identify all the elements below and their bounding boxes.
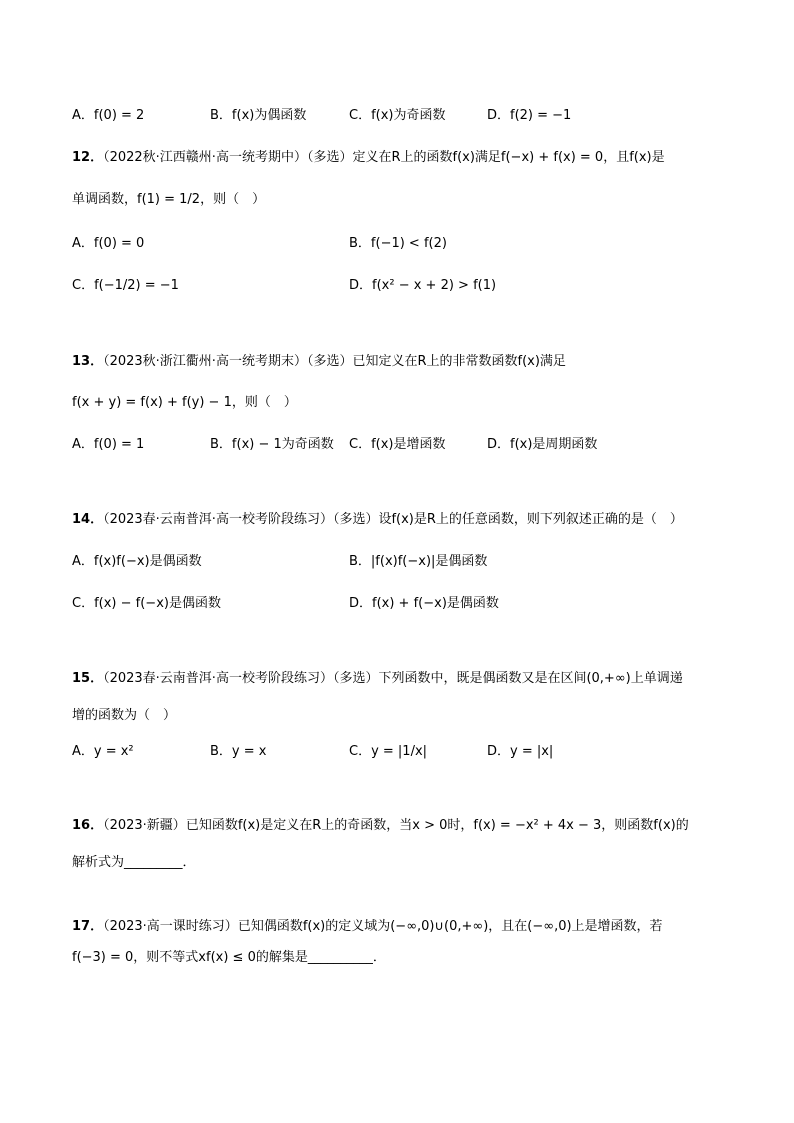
q16-stem-line1 bbox=[72, 816, 689, 836]
q12-option-d: D．f(x² − x + 2) > f(1) bbox=[349, 278, 497, 293]
q17-stem: 已知偶函数f(x)的定义域为(−∞,0)∪(0,+∞)，且在(−∞,0)上是增函数，若 bbox=[237, 919, 663, 934]
q14-stem: 设f(x)是R上的任意函数，则下列叙述正确的是（ ） bbox=[378, 512, 683, 527]
q15-option-b: B．y = x bbox=[210, 744, 267, 759]
q11-option-a: A．f(0) = 2 bbox=[72, 108, 145, 123]
q14-number: 14． bbox=[72, 512, 104, 527]
q13-option-a: A．f(0) = 1 bbox=[72, 437, 145, 452]
q12-option-b: B．f(−1) < f(2) bbox=[349, 236, 447, 251]
q15-stem: 下列函数中，既是偶函数又是在区间(0,+∞)上单调递 bbox=[378, 671, 683, 686]
q16-number: 16． bbox=[72, 818, 104, 833]
q14-option-c: C．f(x) − f(−x)是偶函数 bbox=[72, 596, 221, 611]
q14-source: （2023春·云南普洱·高一校考阶段练习）（多选） bbox=[103, 512, 379, 527]
q11-option-b: B．f(x)为偶函数 bbox=[210, 108, 307, 123]
q17-stem-line2: f(−3) = 0，则不等式xf(x) ≤ 0的解集是__________． bbox=[72, 950, 386, 965]
q13-source: （2023秋·浙江衢州·高一统考期末）（多选） bbox=[103, 354, 353, 369]
q12-stem: 定义在R上的函数f(x)满足f(−x) + f(x) = 0，且f(x)是 bbox=[352, 150, 665, 165]
q12-option-c: C．f(−1/2) = −1 bbox=[72, 278, 179, 293]
q12-stem-line1 bbox=[72, 148, 665, 168]
q12-stem-line2: 单调函数，f(1) = 1/2，则（ ） bbox=[72, 192, 266, 207]
q14-stem-line1 bbox=[72, 510, 683, 530]
q17-number: 17． bbox=[72, 919, 104, 934]
q15-number: 15． bbox=[72, 671, 104, 686]
q16-source: （2023·新疆） bbox=[103, 818, 186, 833]
q11-option-c: C．f(x)为奇函数 bbox=[349, 108, 446, 123]
q14-option-b: B．|f(x)f(−x)|是偶函数 bbox=[349, 554, 488, 569]
q15-source: （2023春·云南普洱·高一校考阶段练习）（多选） bbox=[103, 671, 379, 686]
q13-stem-line1 bbox=[72, 352, 566, 372]
q14-option-a: A．f(x)f(−x)是偶函数 bbox=[72, 554, 202, 569]
q17-source: （2023·高一课时练习） bbox=[103, 919, 238, 934]
q14-option-d: D．f(x) + f(−x)是偶函数 bbox=[349, 596, 499, 611]
q13-option-b: B．f(x) − 1为奇函数 bbox=[210, 437, 334, 452]
q12-source: （2022秋·江西赣州·高一统考期中）（多选） bbox=[103, 150, 353, 165]
q17-stem-line1 bbox=[72, 917, 663, 937]
q13-stem: 已知定义在R上的非常数函数f(x)满足 bbox=[352, 354, 566, 369]
q12-option-a: A．f(0) = 0 bbox=[72, 236, 145, 251]
q13-option-d: D．f(x)是周期函数 bbox=[487, 437, 598, 452]
q15-stem-line1 bbox=[72, 669, 683, 689]
q15-option-a: A．y = x² bbox=[72, 744, 134, 759]
q16-stem: 已知函数f(x)是定义在R上的奇函数，当x > 0时，f(x) = −x² + 4x − 3，则函数f(x)的 bbox=[185, 818, 689, 833]
q13-stem-line2: f(x + y) = f(x) + f(y) − 1，则（ ） bbox=[72, 395, 297, 410]
q16-stem-line2: 解析式为_________． bbox=[72, 855, 196, 870]
q15-option-d: D．y = |x| bbox=[487, 744, 554, 759]
q13-option-c: C．f(x)是增函数 bbox=[349, 437, 446, 452]
q13-number: 13． bbox=[72, 354, 104, 369]
q15-option-c: C．y = |1/x| bbox=[349, 744, 428, 759]
q12-number: 12． bbox=[72, 150, 104, 165]
q11-option-d: D．f(2) = −1 bbox=[487, 108, 572, 123]
q15-stem-line2: 增的函数为（ ） bbox=[72, 708, 177, 723]
